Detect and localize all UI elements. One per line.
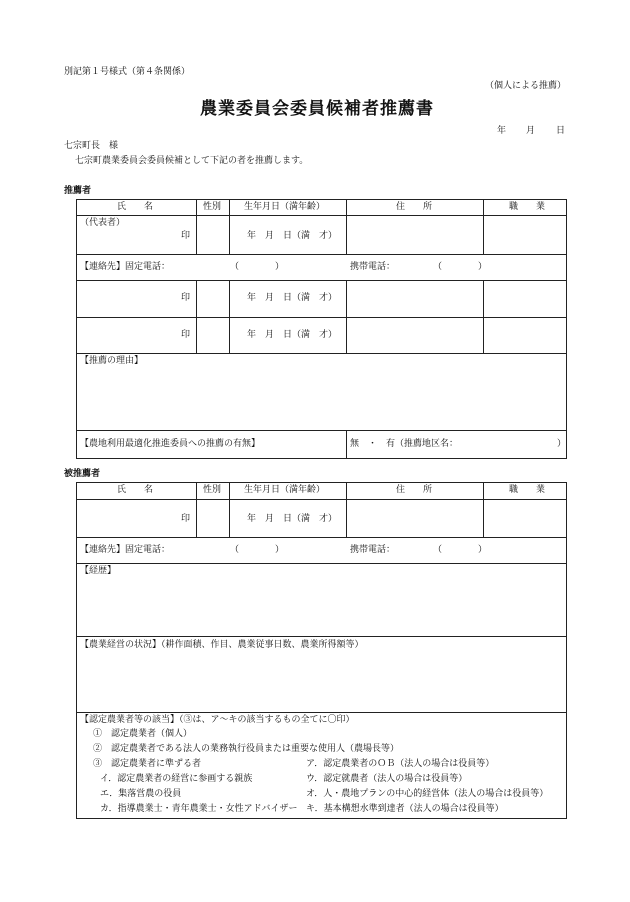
candidate-section-label: 被推薦者 bbox=[64, 469, 101, 479]
col-header-job: 職 業 bbox=[509, 485, 546, 495]
certified-label: 【認定農業者等の該当】（③は、ア～キの該当するもの全てに〇印） bbox=[80, 715, 355, 725]
recommender-section-label: 推薦者 bbox=[64, 186, 92, 196]
promotion-label: 【農地利用最適化推進委員への推薦の有無】 bbox=[80, 439, 261, 449]
mobile-label: 携帯電話： bbox=[350, 262, 396, 272]
farm-status-label: 【農業経営の状況】（耕作面積、作目、農業従事日数、農業所得額等） bbox=[80, 640, 364, 650]
col-header-job: 職 業 bbox=[509, 202, 546, 212]
career-label: 【経歴】 bbox=[80, 566, 117, 576]
phone-field[interactable]: （ ） bbox=[230, 545, 285, 555]
addressee: 七宗町長 様 bbox=[64, 141, 119, 151]
col-header-address: 住 所 bbox=[396, 485, 433, 495]
col-header-name: 氏 名 bbox=[117, 485, 154, 495]
cert-item-1: ① 認定農業者（個人） bbox=[93, 729, 193, 739]
intro-text: 七宗町農業委員会委員候補として下記の者を推薦します。 bbox=[75, 156, 309, 166]
seal-mark: 印 bbox=[181, 231, 191, 241]
mobile-field[interactable]: （ ） bbox=[433, 545, 488, 555]
seal-mark: 印 bbox=[181, 330, 191, 340]
page-title: 農業委員会委員候補者推薦書 bbox=[200, 99, 434, 119]
birth-date-field[interactable]: 年 月 日（満 才） bbox=[247, 330, 338, 340]
date-day: 日 bbox=[556, 126, 566, 136]
date-year: 年 bbox=[497, 126, 507, 136]
birth-date-field[interactable]: 年 月 日（満 才） bbox=[247, 231, 338, 241]
col-header-birth: 生年月日（満年齢） bbox=[244, 202, 326, 212]
phone-field[interactable]: （ ） bbox=[230, 262, 285, 272]
seal-mark: 印 bbox=[181, 514, 191, 524]
col-header-name: 氏 名 bbox=[117, 202, 154, 212]
cert-sub-ki: キ．基本構想水準到達者（法人の場合は役員等） bbox=[306, 804, 504, 814]
date-month: 月 bbox=[526, 126, 536, 136]
promotion-close-paren: ） bbox=[557, 439, 567, 449]
seal-mark: 印 bbox=[181, 293, 191, 303]
form-number: 別記第１号様式（第４条関係） bbox=[64, 67, 191, 77]
col-header-birth: 生年月日（満年齢） bbox=[244, 485, 326, 495]
contact-label: 【連絡先】固定電話： bbox=[80, 262, 171, 272]
col-header-address: 住 所 bbox=[396, 202, 433, 212]
cert-sub-i: イ．認定農業者の経営に参画する親族 bbox=[100, 774, 253, 784]
col-header-gender: 性別 bbox=[203, 485, 222, 495]
mobile-field[interactable]: （ ） bbox=[433, 262, 488, 272]
promotion-choice[interactable]: 無 ・ 有（推薦地区名： bbox=[350, 439, 459, 449]
representative-label: （代表者） bbox=[80, 218, 126, 228]
cert-sub-e: エ．集落営農の役員 bbox=[100, 789, 182, 799]
birth-date-field[interactable]: 年 月 日（満 才） bbox=[247, 293, 338, 303]
cert-sub-o: オ．人・農地プランの中心的経営体（法人の場合は役員等） bbox=[306, 789, 549, 799]
cert-sub-u: ウ．認定就農者（法人の場合は役員等） bbox=[306, 774, 468, 784]
recommendation-type: （個人による推薦） bbox=[485, 81, 567, 91]
cert-item-3: ③ 認定農業者に準ずる者 bbox=[93, 759, 202, 769]
reason-label: 【推薦の理由】 bbox=[80, 356, 144, 366]
cert-sub-ka: カ．指導農業士・青年農業士・女性アドバイザー bbox=[100, 804, 298, 814]
cert-item-2: ② 認定農業者である法人の業務執行役員または重要な使用人（農場長等） bbox=[93, 744, 400, 754]
col-header-gender: 性別 bbox=[203, 202, 222, 212]
birth-date-field[interactable]: 年 月 日（満 才） bbox=[247, 514, 338, 524]
cert-sub-a: ア．認定農業者のＯＢ（法人の場合は役員等） bbox=[306, 759, 495, 769]
contact-label: 【連絡先】固定電話： bbox=[80, 545, 171, 555]
mobile-label: 携帯電話： bbox=[350, 545, 396, 555]
